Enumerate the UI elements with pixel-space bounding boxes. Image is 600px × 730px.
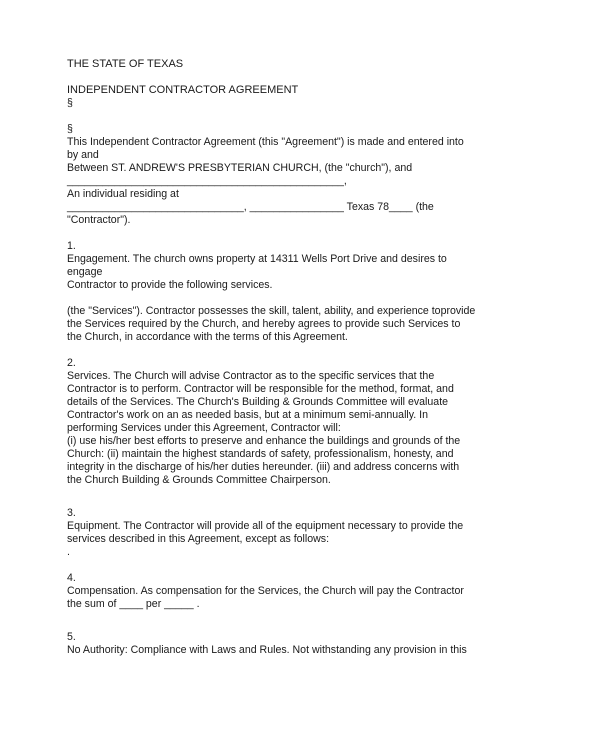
section-line: . [67, 546, 70, 558]
intro-line: "Contractor"). [67, 214, 131, 226]
section-line: Contractor is to perform. Contractor will be responsible for the method, format, and [67, 383, 454, 395]
section-line: Contractor's work on an as needed basis, but at a minimum semi-annually. In [67, 409, 429, 421]
section-line: Church: (ii) maintain the highest standards of safety, professionalism, honesty, and [67, 448, 454, 460]
section-engagement [67, 240, 557, 344]
section-line: performing Services under this Agreement, Contractor will: [67, 422, 341, 434]
section-no-authority [67, 631, 557, 657]
section-line: (the "Services"). Contractor possesses the skill, talent, ability, and experience toprovide [67, 305, 476, 317]
section-line: details of the Services. The Church's Building & Grounds Committee will evaluate [67, 396, 449, 408]
section-line: Contractor to provide the following services. [67, 279, 273, 291]
section-line: the Services required by the Church, and hereby agrees to provide such Services to [67, 318, 461, 330]
intro-line: ______________________________, ________________ Texas 78____ (the [67, 201, 434, 213]
section-line: Engagement. The church owns property at 14311 Wells Port Drive and desires to [67, 253, 447, 265]
section-line: the Church, in accordance with the terms of this Agreement. [67, 331, 348, 343]
section-line: the sum of ____ per _____ . [67, 598, 200, 610]
title-agreement: INDEPENDENT CONTRACTOR AGREEMENT [67, 84, 299, 96]
section-number: 3. [67, 507, 76, 519]
intro-paragraph [67, 136, 557, 227]
section-line: engage [67, 266, 103, 278]
section-line: integrity in the discharge of his/her duties hereunder. (iii) and address concerns with [67, 461, 460, 473]
section-line: services described in this Agreement, except as follows: [67, 533, 330, 545]
section-equipment [67, 507, 557, 559]
intro-line: by and [67, 149, 99, 161]
document-page [67, 58, 557, 657]
intro-line: An individual residing at [67, 188, 179, 200]
section-line: Services. The Church will advise Contractor as to the specific services that the [67, 370, 435, 382]
section-line: Equipment. The Contractor will provide all of the equipment necessary to provide the [67, 520, 464, 532]
section-line: the Church Building & Grounds Committee Chairperson. [67, 474, 331, 486]
section-mark: § [67, 123, 73, 135]
section-compensation [67, 572, 557, 611]
section-services [67, 357, 557, 487]
section-mark: § [67, 97, 73, 109]
intro-line: This Independent Contractor Agreement (this "Agreement") is made and entered into [67, 136, 464, 148]
section-line: Compensation. As compensation for the Services, the Church will pay the Contractor [67, 585, 464, 597]
title-state: THE STATE OF TEXAS [67, 58, 184, 70]
section-number: 4. [67, 572, 76, 584]
section-number: 2. [67, 357, 76, 369]
section-line: (i) use his/her best efforts to preserve and enhance the buildings and grounds of the [67, 435, 461, 447]
section-number: 5. [67, 631, 76, 643]
section-number: 1. [67, 240, 76, 252]
intro-line: Between ST. ANDREW'S PRESBYTERIAN CHURCH, (the "church"), and [67, 162, 413, 174]
intro-line: _______________________________________________, [67, 175, 347, 187]
section-line: No Authority: Compliance with Laws and Rules. Not withstanding any provision in this [67, 644, 467, 656]
